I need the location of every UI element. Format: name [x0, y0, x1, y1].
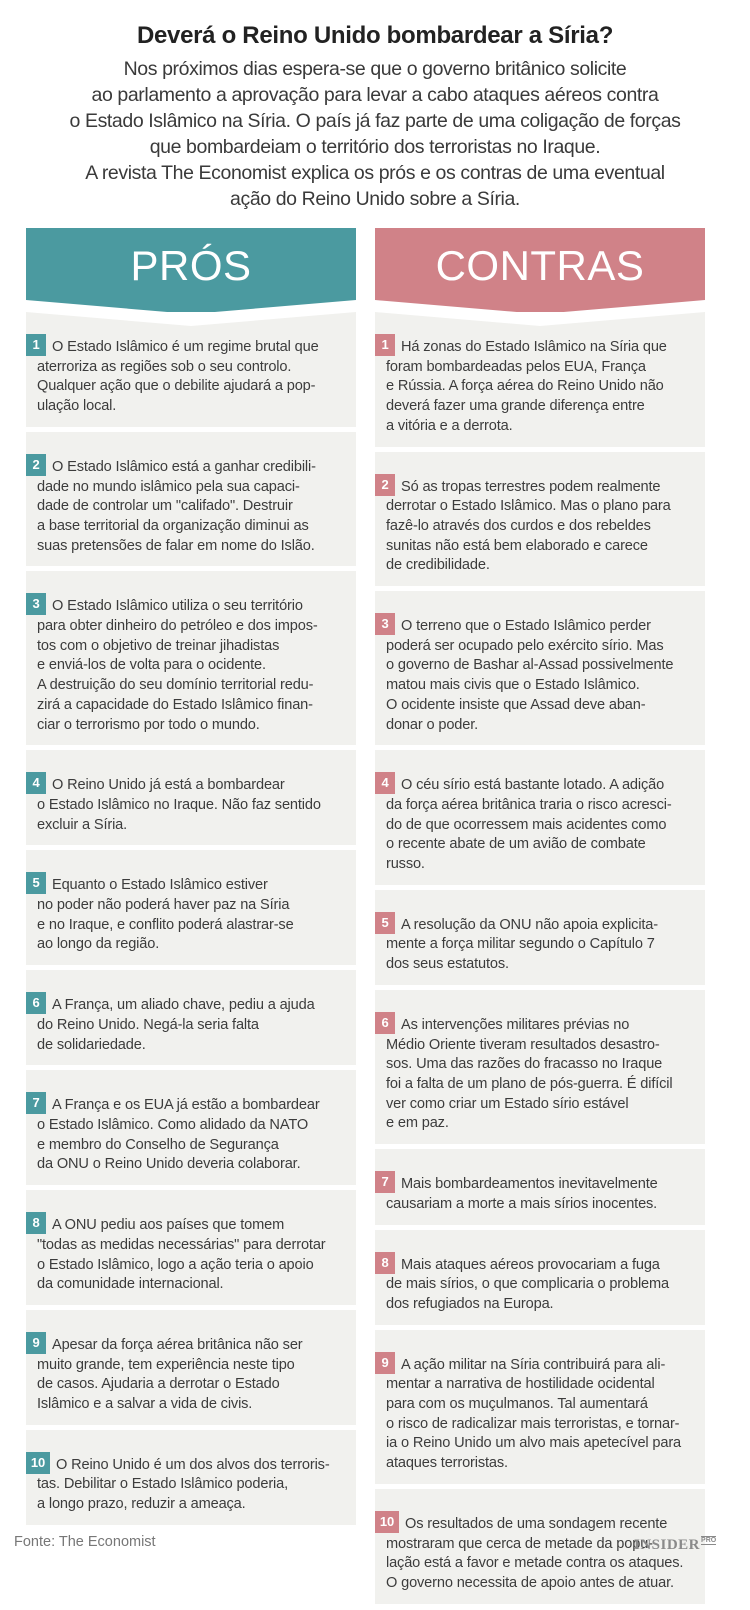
item-line: de mais sírios, o que complicaria o problema [386, 1276, 669, 1293]
item-line-text: A resolução da ONU não apoia explicita- [401, 916, 658, 933]
item-line: foi a falta de um plano de pós-guerra. É difícil [386, 1075, 673, 1092]
intro-line: ação do Reino Unido sobre a Síria. [230, 188, 520, 210]
item-text [26, 1336, 344, 1415]
item-number-badge: 10 [375, 1511, 399, 1533]
item-text [375, 338, 693, 437]
pros-item-10 [26, 1430, 356, 1525]
item-line-text: O céu sírio está bastante lotado. A adição [401, 777, 665, 794]
item-line: ia o Reino Unido um alvo mais apetecível para [386, 1435, 682, 1452]
item-line: o recente abate de um avião de combate [386, 836, 646, 853]
item-line-text: A França, um aliado chave, pediu a ajuda [52, 997, 315, 1014]
arrow-notch-shape [375, 312, 705, 326]
item-line: mostraram que cerca de metade da popu- [386, 1535, 653, 1552]
item-line [32, 995, 344, 1016]
item-line [381, 337, 693, 358]
intro-paragraph [30, 56, 720, 212]
item-line-text: A França e os EUA já estão a bombardear [52, 1097, 320, 1114]
item-line [32, 1334, 344, 1356]
item-line: para com os muçulmanos. Tal aumentará [386, 1396, 648, 1413]
arrow-notch-shape [26, 312, 356, 326]
cons-item-3 [375, 591, 705, 745]
item-line: o risco de radicalizar mais terroristas, e tornar- [386, 1415, 680, 1432]
item-line: dos refugiados na Europa. [386, 1295, 554, 1312]
insider-pro-logo [634, 1537, 716, 1554]
item-number-badge: 3 [375, 613, 395, 635]
item-number-badge: 7 [375, 1171, 395, 1193]
item-text [26, 1216, 344, 1295]
item-text [26, 338, 344, 417]
item-line: A destruição do seu domínio territorial redu- [37, 677, 314, 694]
item-number-badge: 4 [375, 772, 395, 794]
item-text [375, 1016, 693, 1134]
item-line: e enviá-los de volta para o ocidente. [37, 657, 266, 674]
item-line [32, 596, 344, 617]
cons-item-6 [375, 990, 705, 1144]
item-line: lação está a favor e metade contra os ataques. [386, 1555, 684, 1572]
item-line-text: A ONU pediu aos países que tomem [52, 1217, 285, 1234]
item-line-text: O Reino Unido é um dos alvos dos terroris- [56, 1456, 330, 1473]
item-line [381, 914, 693, 936]
item-number-badge: 9 [26, 1332, 46, 1354]
item-text [26, 1096, 344, 1175]
item-line: ulação local. [37, 398, 117, 415]
item-line: o Estado Islâmico, logo a ação teria o apoio [37, 1256, 314, 1273]
cons-item-5 [375, 890, 705, 985]
cons-item-9 [375, 1330, 705, 1484]
item-number-badge: 4 [26, 772, 46, 794]
item-line: a base territorial da organização diminui as [37, 517, 309, 534]
item-line-text: O Estado Islâmico utiliza o seu território [52, 598, 303, 615]
item-line [32, 456, 344, 478]
item-number-badge: 8 [375, 1252, 395, 1274]
item-line: "todas as medidas necessárias" para derrotar [37, 1236, 326, 1253]
cons-list [375, 312, 705, 1604]
item-text [375, 617, 693, 735]
item-line: sunitas não está bem elaborado e carece [386, 537, 648, 554]
item-text [375, 1356, 693, 1474]
cons-column [375, 228, 705, 1604]
item-text [26, 458, 344, 557]
item-line: tos com o objetivo de treinar jihadistas [37, 637, 280, 654]
cons-banner-label: CONTRAS [435, 242, 645, 289]
item-line [381, 775, 693, 796]
item-line: tas. Debilitar o Estado Islâmico poderia, [37, 1476, 288, 1493]
item-line: e no Iraque, e conflito poderá alastrar-se [37, 916, 294, 933]
item-number-badge: 9 [375, 1352, 395, 1374]
item-line [30, 1454, 344, 1476]
item-number-badge: 10 [26, 1452, 50, 1474]
item-line-text: O Estado Islâmico é um regime brutal que [52, 339, 319, 355]
item-line: deverá fazer uma grande diferença entre [386, 398, 645, 415]
item-text [375, 1256, 693, 1315]
cons-item-4 [375, 750, 705, 885]
item-text [26, 1456, 344, 1515]
item-text [375, 916, 693, 975]
item-line-text: A ação militar na Síria contribuirá para ali- [401, 1356, 666, 1373]
item-line: ciar o terrorismo por todo o mundo. [37, 716, 260, 733]
item-number-badge: 5 [26, 872, 46, 894]
item-line-text: Apesar da força aérea britânica não ser [52, 1336, 303, 1353]
item-line-text: Os resultados de uma sondagem recente [405, 1515, 668, 1532]
item-number-badge: 1 [375, 334, 395, 356]
intro-line: que bombardeiam o território dos terroristas no Iraque. [149, 136, 601, 158]
item-line: da ONU o Reino Unido deveria colaborar. [37, 1156, 301, 1173]
item-line: ao longo da região. [37, 936, 160, 953]
item-line: o Estado Islâmico. Como alidado da NATO [37, 1116, 309, 1133]
item-line: e Rússia. A força aérea do Reino Unido não [386, 378, 664, 395]
item-line: o Estado Islâmico no Iraque. Não faz sentido [37, 796, 321, 813]
item-line: dade de controlar um "califado". Destruir [37, 498, 293, 515]
item-line: de credibilidade. [386, 557, 490, 574]
pros-item-6 [26, 970, 356, 1065]
item-line: e em paz. [386, 1115, 449, 1132]
item-line: a longo prazo, reduzir a ameaça. [37, 1496, 246, 1513]
item-line: aterroriza as regiões sob o seu controlo. [37, 358, 292, 375]
intro-line: A revista The Economist explica os prós e os contras de uma eventual [85, 162, 665, 184]
item-line [381, 1254, 693, 1276]
item-line: sos. Uma das razões do fracasso no Iraque [386, 1056, 663, 1073]
pros-column [26, 228, 356, 1525]
item-line-text: Equanto o Estado Islâmico estiver [52, 877, 268, 894]
item-number-badge: 5 [375, 912, 395, 934]
item-line: poderá ser ocupado pelo exército sírio. Mas [386, 637, 664, 654]
item-line: zirá a capacidade do Estado Islâmico finan- [37, 696, 313, 713]
pros-item-7 [26, 1070, 356, 1185]
item-line: russo. [386, 856, 425, 873]
item-line: mentar a narrativa de hostilidade ocidental [386, 1376, 655, 1393]
cons-item-7 [375, 1149, 705, 1224]
item-line-text: Há zonas do Estado Islâmico na Síria que [401, 339, 667, 355]
item-line [381, 1174, 693, 1195]
item-line-text: O Reino Unido já está a bombardear [52, 777, 285, 794]
item-line: no poder não poderá haver paz na Síria [37, 897, 290, 914]
pros-item-5 [26, 850, 356, 965]
item-line: suas pretensões de falar em nome do Islão. [37, 537, 315, 554]
item-line: dade no mundo islâmico pela sua capaci- [37, 478, 300, 495]
cons-item-2 [375, 452, 705, 587]
item-number-badge: 8 [26, 1212, 46, 1234]
item-line: ataques terroristas. [386, 1455, 508, 1472]
pros-item-3 [26, 571, 356, 745]
pros-item-8 [26, 1190, 356, 1305]
item-text [26, 776, 344, 835]
item-line [32, 1215, 344, 1236]
intro-line: Nos próximos dias espera-se que o governo britânico solicite [123, 58, 627, 80]
item-line: do Reino Unido. Negá-la seria falta [37, 1016, 259, 1033]
source-credit: Fonte: The Economist [14, 1534, 156, 1550]
item-line-text: Só as tropas terrestres podem realmente [401, 478, 661, 495]
cons-banner [375, 228, 705, 314]
item-text [26, 597, 344, 735]
item-line-text: Mais ataques aéreos provocariam a fuga [401, 1256, 660, 1273]
item-line: a vitória e a derrota. [386, 417, 513, 434]
item-line: de solidariedade. [37, 1036, 146, 1053]
cons-item-1 [375, 312, 705, 447]
logo-main: INSIDER [634, 1537, 701, 1553]
item-line-text: O Estado Islâmico está a ganhar credibili- [52, 458, 316, 475]
item-line: O governo necessita de apoio antes de atuar. [386, 1574, 674, 1591]
item-line: para obter dinheiro do petróleo e dos impos- [37, 618, 318, 635]
pros-list [26, 312, 356, 1525]
item-line-text: Mais bombardeamentos inevitavelmente [401, 1176, 658, 1193]
pros-item-9 [26, 1310, 356, 1425]
item-text [375, 1515, 693, 1594]
cons-item-8 [375, 1230, 705, 1325]
page-title: Deverá o Reino Unido bombardear a Síria? [136, 22, 614, 49]
item-line [379, 1513, 693, 1535]
item-line-text: As intervenções militares prévias no [401, 1016, 630, 1033]
item-line: Qualquer ação que o debilite ajudará a pop- [37, 378, 316, 395]
item-line: causariam a morte a mais sírios inocentes. [386, 1195, 658, 1212]
item-text [26, 996, 344, 1055]
item-line: muito grande, tem experiência neste tipo [37, 1356, 295, 1373]
item-number-badge: 3 [26, 593, 46, 615]
pros-item-1 [26, 312, 356, 427]
item-line: excluir a Síria. [37, 816, 128, 833]
item-line: de casos. Ajudaria a derrotar o Estado [37, 1376, 280, 1393]
item-line [381, 1354, 693, 1376]
item-line: fazê-lo através dos curdos e dos rebeldes [386, 517, 651, 534]
intro-line: o Estado Islâmico na Síria. O país já faz parte de uma coligação de forças [69, 110, 681, 132]
item-line [381, 476, 693, 498]
item-line [32, 775, 344, 796]
item-line: Médio Oriente tiveram resultados desastro- [386, 1036, 660, 1053]
item-number-badge: 2 [26, 454, 46, 476]
item-text [375, 1175, 693, 1214]
item-line: derrotar o Estado Islâmico. Mas o plano para [386, 498, 671, 515]
pros-banner-label: PRÓS [130, 242, 252, 289]
item-line: do de que ocorressem mais acidentes como [386, 816, 667, 833]
item-number-badge: 7 [26, 1092, 46, 1114]
item-line-text: O terreno que o Estado Islâmico perder [401, 618, 651, 635]
logo-sub: PRO [701, 1537, 717, 1544]
pros-banner [26, 228, 356, 314]
item-text [375, 776, 693, 875]
item-line: o governo de Bashar al-Assad possivelmente [386, 657, 674, 674]
item-number-badge: 1 [26, 334, 46, 356]
item-line: da comunidade internacional. [37, 1276, 224, 1293]
item-line: mente a força militar segundo o Capítulo 7 [386, 936, 655, 953]
intro-line: ao parlamento a aprovação para levar a cabo ataques aéreos contra [91, 84, 659, 106]
pros-item-2 [26, 432, 356, 567]
item-number-badge: 6 [26, 992, 46, 1014]
item-text [26, 876, 344, 955]
item-line: donar o poder. [386, 716, 479, 733]
item-line [381, 1014, 693, 1036]
item-line: matou mais civis que o Estado Islâmico. [386, 677, 640, 694]
item-number-badge: 6 [375, 1012, 395, 1034]
item-text [375, 478, 693, 577]
item-line: e membro do Conselho de Segurança [37, 1136, 279, 1153]
pros-item-4 [26, 750, 356, 845]
item-line [32, 875, 344, 896]
item-line: Islâmico e a salvar a vida de civis. [37, 1396, 253, 1413]
item-line [381, 616, 693, 637]
item-line: da força aérea britânica traria o risco acresci- [386, 796, 672, 813]
item-line [32, 337, 344, 358]
item-line: ver como criar um Estado sírio estável [386, 1095, 629, 1112]
item-line [32, 1095, 344, 1116]
item-line: dos seus estatutos. [386, 956, 509, 973]
item-line: O ocidente insiste que Assad deve aban- [386, 696, 646, 713]
item-number-badge: 2 [375, 474, 395, 496]
item-line: foram bombardeadas pelos EUA, França [386, 358, 646, 375]
